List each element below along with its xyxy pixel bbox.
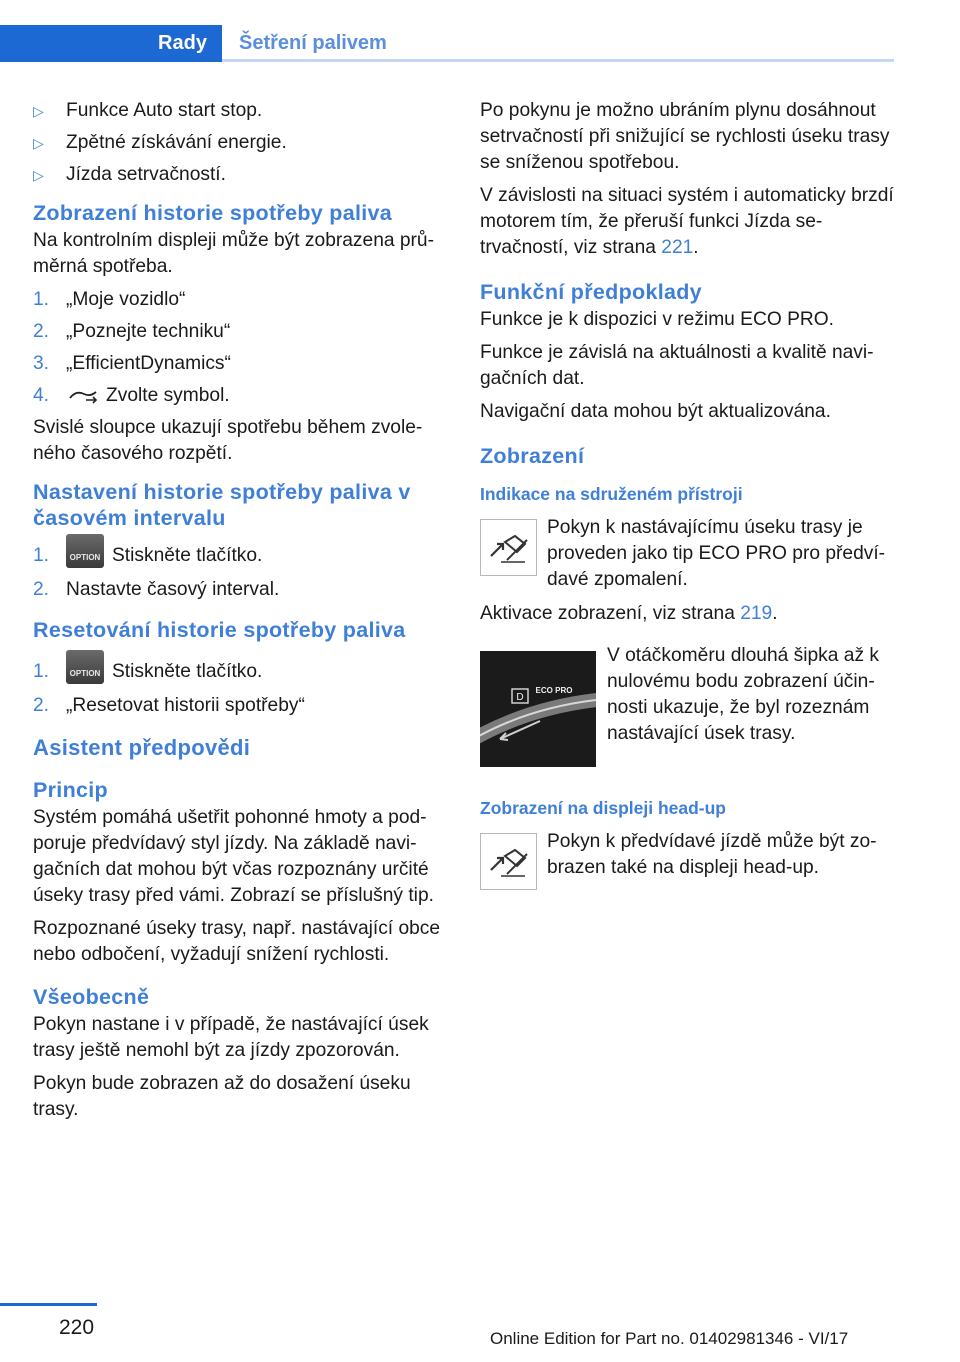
heading-assistant: Asistent předpovědi	[33, 735, 251, 760]
paragraph: Pokyn k nastávajícímu úseku trasy je proveden jako tip ECO PRO pro předví-davé zpomalení.	[547, 517, 886, 590]
paragraph: Navigační data mohou být aktualizována.	[480, 401, 831, 422]
tab-setreni-palivem[interactable]: Šetření palivem	[239, 32, 387, 54]
list-item: 3. „EfficientDynamics“	[33, 353, 231, 374]
paragraph: Pokyn bude zobrazen až do dosažení úseku trasy.	[33, 1073, 411, 1120]
list-item: 2. „Resetovat historii spotřeby“	[33, 695, 305, 716]
list-item: ▷ Jízda setrvačností.	[33, 162, 451, 188]
paragraph: Funkce je k dispozici v režimu ECO PRO.	[480, 309, 835, 330]
feature-list	[33, 98, 451, 188]
right-column	[480, 98, 900, 897]
option-button-icon: OPTION	[66, 650, 104, 684]
paragraph: Pokyn nastane i v případě, že nastávající úsek trasy ještě nemohl být za jízdy zpozorován.	[33, 1014, 429, 1061]
paragraph: V závislosti na situaci systém i automaticky brzdí motorem tím, že přeruší funkci Jízda se-trvačností, viz strana 221.	[480, 185, 894, 258]
list-item: ▷ Zpětné získávání energie.	[33, 130, 451, 156]
paragraph: Po pokynu je možno ubráním plynu dosáhnout setrvačností při snižující se rychlosti úseku trasy se sníženou spotřebou.	[480, 100, 890, 173]
list-item: 1. OPTION Stiskněte tlačítko.	[33, 543, 451, 569]
tab-rady[interactable]: Rady	[143, 25, 222, 62]
page-link-219[interactable]: 219	[740, 603, 773, 624]
heading-reset: Resetování historie spotřeby paliva	[33, 618, 406, 642]
list-item: 1. OPTION Stiskněte tlačítko.	[33, 659, 451, 685]
paragraph: Svislé sloupce ukazují spotřebu během zvole-ného časového rozpětí.	[33, 417, 423, 464]
heading-display: Zobrazení	[480, 444, 585, 468]
gear-indicator: D	[516, 692, 524, 703]
tachometer-photo	[480, 651, 596, 767]
heading-prerequisites: Funkční předpoklady	[480, 280, 702, 304]
tachometer-figure	[480, 643, 900, 763]
subheading-cluster: Indikace na sdruženém přístroji	[480, 484, 743, 504]
paragraph: V otáčkoměru dlouhá šipka až k nulovému bodu zobrazení účin-nosti ukazuje, že byl rozeznám nastávající úsek trasy.	[607, 645, 879, 744]
list-item: 4. Zvolte symbol.	[33, 385, 230, 406]
paragraph: Aktivace zobrazení, viz strana 219.	[480, 603, 778, 624]
eco-tip-symbol-icon	[480, 519, 537, 576]
paragraph: Na kontrolním displeji může být zobrazena prů-měrná spotřeba.	[33, 230, 434, 277]
paragraph: Funkce je závislá na aktuálnosti a kvalitě navi-gačních dat.	[480, 342, 874, 389]
list-item: 2. Nastavte časový interval.	[33, 579, 280, 600]
option-button-icon: OPTION	[66, 534, 104, 568]
footer-accent-line	[0, 1303, 97, 1306]
triangle-bullet-icon: ▷	[33, 167, 44, 183]
page-link-221[interactable]: 221	[661, 237, 694, 258]
hud-hint-figure	[480, 829, 900, 889]
triangle-bullet-icon: ▷	[33, 103, 44, 119]
heading-principle: Princip	[33, 778, 108, 802]
left-column	[33, 98, 451, 1130]
steps-interval	[33, 543, 451, 603]
list-item: 2. „Poznejte techniku“	[33, 321, 231, 342]
cluster-hint-figure	[480, 515, 900, 593]
triangle-bullet-icon: ▷	[33, 135, 44, 151]
header-accent-bar	[0, 25, 143, 62]
page-header	[0, 0, 960, 64]
paragraph: Pokyn k předvídavé jízdě může být zo-brazen také na displeji head-up.	[547, 831, 877, 878]
list-item: ▷ Funkce Auto start stop.	[33, 98, 451, 124]
edition-note: Online Edition for Part no. 01402981346 - VI/17	[490, 1329, 849, 1348]
eco-pro-label: ECO PRO	[535, 686, 573, 695]
heading-history: Zobrazení historie spotřeby paliva	[33, 201, 393, 225]
steps-history	[33, 287, 451, 409]
list-item: 1. „Moje vozidlo“	[33, 289, 186, 310]
efficiency-symbol-icon	[66, 386, 102, 406]
heading-interval: Nastavení historie spotřeby paliva v časovém intervalu	[33, 480, 411, 530]
page-number: 220	[59, 1316, 95, 1339]
steps-reset	[33, 659, 451, 719]
paragraph: Rozpoznané úseky trasy, např. nastávající obce nebo odbočení, vyžadují snížení rychlosti.	[33, 918, 441, 965]
paragraph: Systém pomáhá ušetřit pohonné hmoty a pod-poruje předvídavý styl jízdy. Na základě navi-gačních dat mohou být včas rozpoznány určité úseky trasy před vámi. Zobrazí se příslušný tip.	[33, 807, 434, 906]
heading-general: Všeobecně	[33, 985, 150, 1009]
header-divider	[222, 59, 894, 62]
subheading-hud: Zobrazení na displeji head-up	[480, 798, 726, 818]
eco-tip-symbol-icon	[480, 833, 537, 890]
